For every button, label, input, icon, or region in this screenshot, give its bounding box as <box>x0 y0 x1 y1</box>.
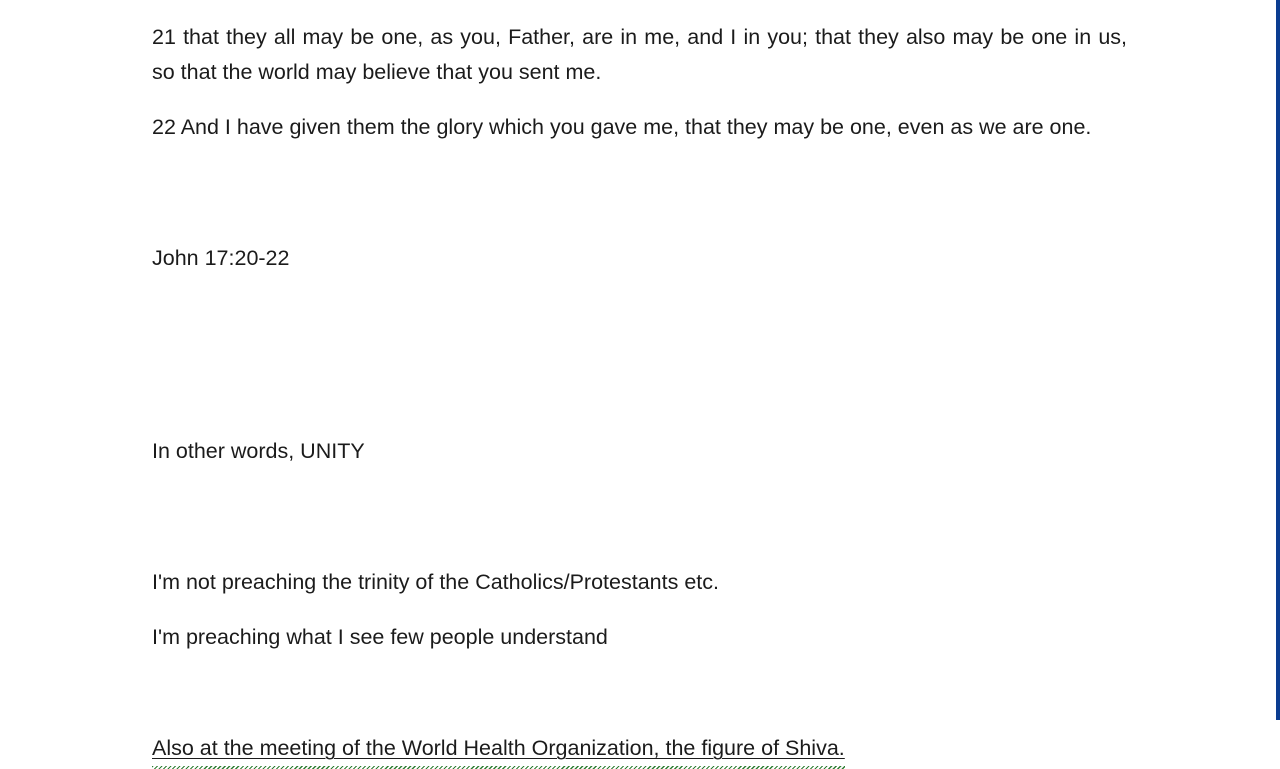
paragraph-preaching: I'm preaching what I see few people understand <box>152 625 608 649</box>
top-spacer <box>152 0 1127 20</box>
gap-before-who <box>152 655 1127 711</box>
paragraph-trinity: I'm not preaching the trinity of the Catholics/Protestants etc. <box>152 570 719 594</box>
paragraph-unity: In other words, UNITY <box>152 439 365 463</box>
gap-between-trinity-preaching <box>152 600 1127 620</box>
gap-before-citation <box>152 145 1127 241</box>
paragraph-verse-21: 21 that they all may be one, as you, Father, are in me, and I in you; that they also may be one in us, so that the world may believe that you sent me. <box>152 25 1127 84</box>
document-body <box>152 0 1127 768</box>
right-edge-rule-gap <box>1274 0 1276 720</box>
right-edge-rule <box>1276 0 1280 720</box>
gap-before-unity-2 <box>152 372 1127 434</box>
paragraph-verse-22: 22 And I have given them the glory which you gave me, that they may be one, even as we are one. <box>152 115 1092 139</box>
gap-after-verse-21 <box>152 90 1127 110</box>
gap-before-who-2 <box>152 711 1127 731</box>
gap-before-trinity <box>152 469 1127 565</box>
paragraph-who <box>152 731 1127 768</box>
paragraph-citation: John 17:20-22 <box>152 246 290 270</box>
gap-before-unity <box>152 276 1127 372</box>
spellcheck-underlined-text: Also at the meeting of the World Health Organization, the figure of Shiva. <box>152 731 845 768</box>
